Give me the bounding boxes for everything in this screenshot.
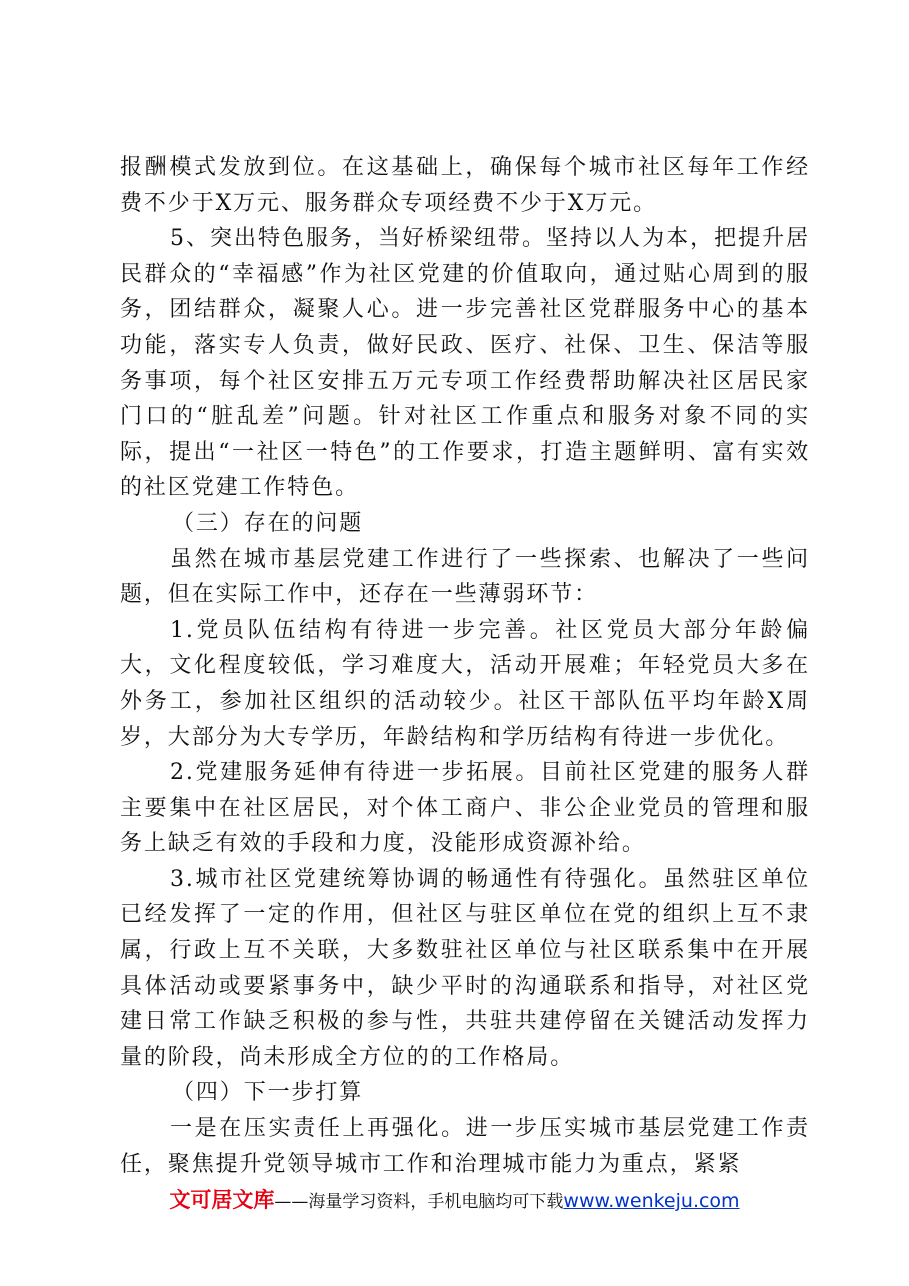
paragraph-problem-2: 2.党建服务延伸有待进一步拓展。目前社区党建的服务人群主要集中在社区居民，对个体工商户、非公企业党员的管理和服务上缺乏有效的手段和力度，没能形成资源补给。 bbox=[120, 760, 810, 857]
paragraph-next-step-1: 一是在压实责任上再强化。进一步压实城市基层党建工作责任，聚焦提升党领导城市工作和治理城市能力为重点，紧紧 bbox=[120, 1116, 810, 1177]
section-heading-problems: （三）存在的问题 bbox=[172, 510, 364, 536]
paragraph-problems-intro: 虽然在城市基层党建工作进行了一些探索、也解决了一些问题，但在实际工作中，还存在一些薄弱环节： bbox=[120, 546, 810, 608]
section-heading-next-steps: （四）下一步打算 bbox=[172, 1080, 364, 1106]
footer-tagline: ——海量学习资料，手机电脑均可下载 bbox=[274, 1192, 564, 1212]
paragraph-problem-3: 3.城市社区党建统筹协调的畅通性有待强化。虽然驻区单位已经发挥了一定的作用，但社区与驻区单位在党的组织上互不隶属，行政上互不关联，大多数驻社区单位与社区联系集中在开展具体活动或要紧事务中，缺少平时的沟通联系和指导，对社区党建日常工作缺乏积极的参与性，共驻共建停留在关键活动发挥力量的阶段，尚未形成全方位的的工作格局。 bbox=[120, 866, 810, 1070]
paragraph-funding: 报酬模式发放到位。在这基础上，确保每个城市社区每年工作经费不少于X万元、服务群众专项经费不少于X万元。 bbox=[120, 155, 810, 216]
paragraph-special-services: 5、突出特色服务，当好桥梁纽带。坚持以人为本，把提升居民群众的“幸福感”作为社区党建的价值取向，通过贴心周到的服务，团结群众，凝聚人心。进一步完善社区党群服务中心的基本功能，落实专人负责，做好民政、医疗、社保、卫生、保洁等服务事项，每个社区安排五万元专项工作经费帮助解决社区居民家门口的“脏乱差”问题。针对社区工作重点和服务对象不同的实际，提出“一社区一特色”的工作要求，打造主题鲜明、富有实效的社区党建工作特色。 bbox=[120, 226, 810, 501]
footer-banner bbox=[0, 1184, 909, 1214]
document-body bbox=[120, 150, 810, 1182]
footer-website-link[interactable]: www.wenkeju.com bbox=[563, 1190, 740, 1212]
paragraph-problem-1: 1.党员队伍结构有待进一步完善。社区党员大部分年龄偏大，文化程度较低，学习难度大，活动开展难；年轻党员大多在外务工，参加社区组织的活动较少。社区干部队伍平均年龄X周岁，大部分为大专学历，年龄结构和学历结构有待进一步优化。 bbox=[120, 617, 810, 750]
footer-brand: 文可居文库 bbox=[169, 1188, 275, 1212]
